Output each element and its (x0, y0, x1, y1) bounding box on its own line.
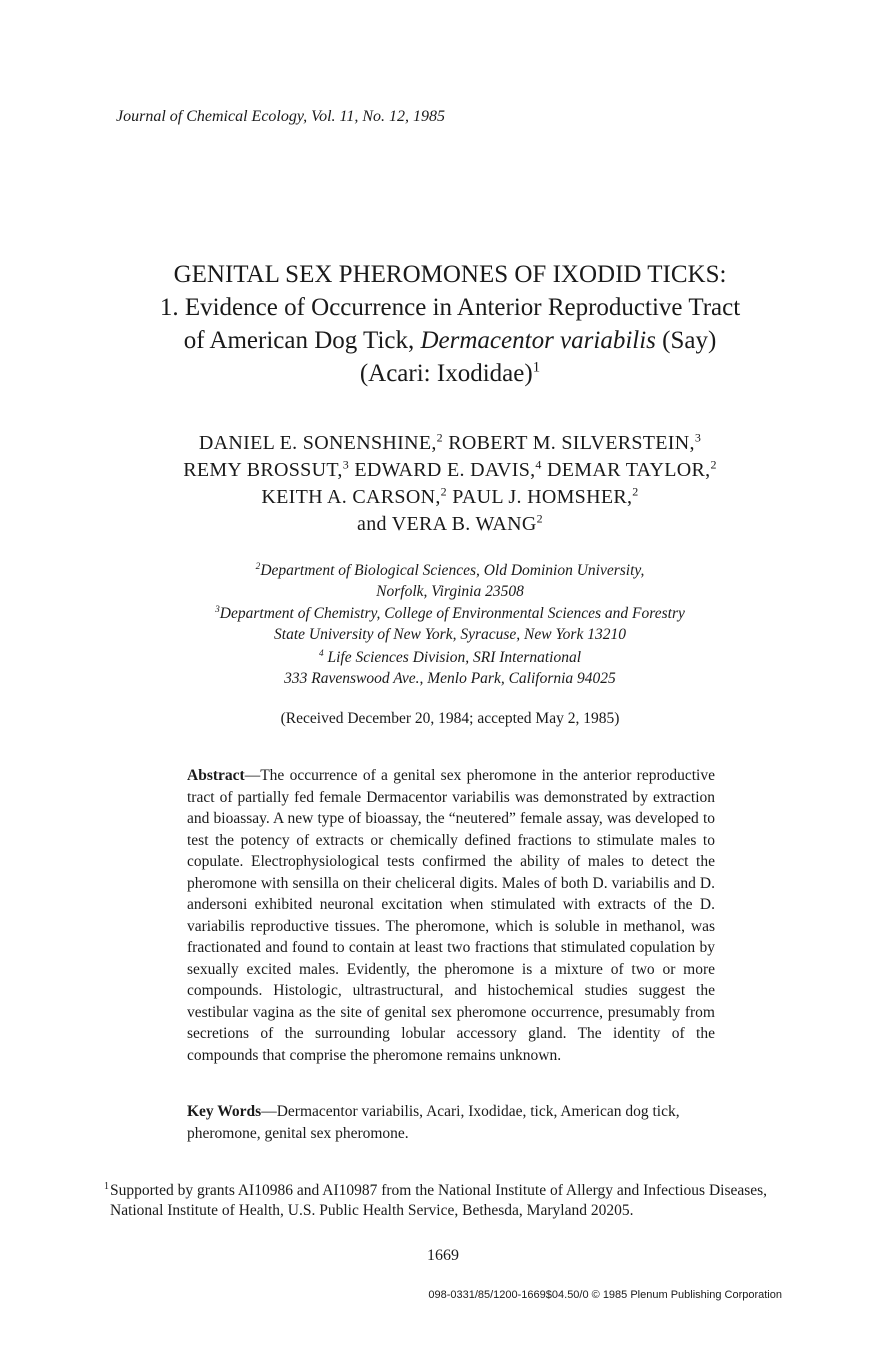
copyright-line: 098-0331/85/1200-1669$04.50/0 © 1985 Plenum Publishing Corporation (428, 1289, 782, 1301)
author-name: and VERA B. WANG (357, 513, 537, 535)
author-list (120, 430, 780, 538)
title-line-3-suffix: (Say) (662, 327, 717, 354)
author-name: EDWARD E. DAVIS, (354, 459, 536, 481)
author-affil-mark: 2 (536, 511, 543, 526)
author-name: KEITH A. CARSON, (261, 486, 441, 508)
affil-mark: 2 (255, 561, 261, 572)
title-line-4 (100, 357, 800, 390)
title-line-2: 1. Evidence of Occurrence in Anterior Reproductive Tract (159, 294, 741, 321)
author-affil-mark: 2 (436, 430, 443, 445)
affil-line: State University of New York, Syracuse, New York 13210 (274, 626, 626, 643)
page-number: 1669 (427, 1247, 459, 1264)
author-affil-mark: 3 (694, 430, 702, 445)
affil-line: Norfolk, Virginia 23508 (376, 583, 524, 600)
affil-line: Department of Chemistry, College of Environmental Sciences and Forestry (219, 605, 685, 622)
keywords-text: —Dermacentor variabilis, Acari, Ixodidae, tick, American dog tick, pheromone, genital sex pheromone. (187, 1103, 680, 1142)
author-affil-mark: 2 (440, 484, 447, 499)
author-affil-mark: 3 (342, 457, 349, 472)
abstract-label: Abstract (187, 767, 245, 784)
title-footnote-mark: 1 (532, 359, 541, 376)
abstract (187, 765, 715, 1066)
author-affil-mark: 4 (535, 457, 542, 472)
journal-citation: Journal of Chemical Ecology, Vol. 11, No. 12, 1985 (116, 108, 446, 125)
author-name: ROBERT M. SILVERSTEIN, (448, 432, 695, 454)
affiliation (120, 603, 780, 645)
footnote-mark: 1 (104, 1181, 109, 1192)
title-line-3 (100, 324, 800, 357)
article-title (100, 258, 800, 390)
received-dates: (Received December 20, 1984; accepted May 2, 1985) (280, 710, 620, 727)
author-name: DEMAR TAYLOR, (547, 459, 711, 481)
footnote-text: Supported by grants AI10986 and AI10987 from the National Institute of Allergy and Infectious Diseases, National Institute of Health, U.S. Public Health Service, Bethesda, Maryland 20205. (110, 1182, 768, 1219)
author-affil-mark: 2 (632, 484, 639, 499)
affil-line: Department of Biological Sciences, Old Dominion University, (260, 562, 645, 579)
affil-line: Life Sciences Division, SRI International (327, 649, 582, 666)
title-line-1: GENITAL SEX PHEROMONES OF IXODID TICKS: (173, 261, 727, 288)
abstract-text: —The occurrence of a genital sex pheromone in the anterior reproductive tract of partially fed female Dermacentor variabilis was demonstrated by extraction and bioassay. A new type of bioassay, the “neutered” female assay, was developed to test the potency of extracts or chemically defined fractions to stimulate males to copulate. Electrophysiological tests confirmed the ability of males to detect the pheromone with sensilla on their cheliceral digits. Males of both D. variabilis and D. andersoni exhibited neuronal excitation when stimulated with extracts of the D. variabilis reproductive tissues. The pheromone, which is soluble in methanol, was fractionated and found to contain at least two fractions that stimulated copulation by sexually excited males. Evidently, the pheromone is a mixture of two or more compounds. Histologic, ultrastructural, and histochemical studies suggest the vestibular vagina as the site of genital sex pheromone occurrence, presumably from secretions of the surrounding lobular accessory gland. The identity of the compounds that comprise the pheromone remains unknown. (187, 767, 715, 1064)
title-species: Dermacentor variabilis (420, 327, 656, 354)
keywords (187, 1101, 715, 1144)
affil-line: 333 Ravenswood Ave., Menlo Park, California 94025 (284, 670, 616, 687)
affiliation (120, 560, 780, 602)
footnote (104, 1181, 790, 1221)
affiliation (120, 647, 780, 689)
author-affil-mark: 2 (710, 457, 717, 472)
author-name: DANIEL E. SONENSHINE, (198, 432, 437, 454)
affil-mark: 3 (215, 604, 220, 615)
affil-mark: 4 (318, 648, 324, 659)
title-line-4-text: (Acari: Ixodidae) (359, 360, 533, 387)
author-name: REMY BROSSUT, (183, 459, 343, 481)
keywords-label: Key Words (187, 1103, 262, 1120)
title-line-3-prefix: of American Dog Tick, (183, 327, 415, 354)
author-name: PAUL J. HOMSHER, (452, 486, 633, 508)
